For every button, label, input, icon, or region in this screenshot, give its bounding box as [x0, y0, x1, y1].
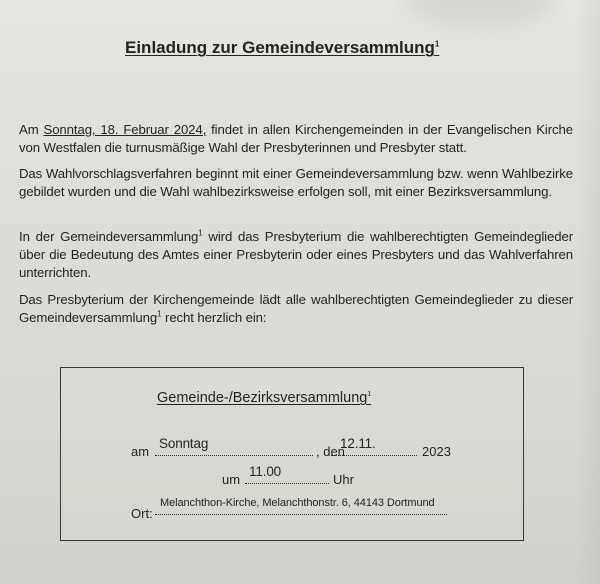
- meeting-location-value: Melanchthon-Kirche, Melanchthonstr. 6, 44143 Dortmund: [160, 497, 435, 509]
- document-title: [125, 38, 439, 58]
- meeting-date-value: 12.11.: [340, 436, 376, 451]
- meeting-box-title-text: Gemeinde-/Bezirksversammlung: [157, 390, 368, 406]
- right-page-shading: [576, 0, 600, 584]
- title-footnote-marker: 1: [434, 39, 440, 49]
- paragraph-4-intro: Das Presbyterium der Kirchengemeinde lädt alle wahlberechtigten Gemeindeglieder zu dieser Gemeindeversammlung: [19, 292, 573, 325]
- paragraph-1-text: findet in allen Kirchengemeinden in der Evangelischen Kirche von Westfalen die turnusmäßige Wahl der Presbyterinnen und Presbyter statt.: [19, 122, 573, 155]
- meeting-day-dotted-line: [155, 455, 313, 456]
- document-title-text: Einladung zur Gemeindeversammlung: [125, 38, 435, 57]
- date-label: , den: [316, 444, 345, 459]
- meeting-details-box: [60, 367, 524, 541]
- meeting-time-dotted-line: [245, 483, 329, 484]
- paragraph-4-footnote-marker: 1: [157, 309, 162, 319]
- meeting-year: 2023: [422, 444, 451, 459]
- location-label: Ort:: [131, 506, 153, 521]
- paragraph-1-intro: Am: [19, 122, 44, 137]
- election-date-paragraph: [19, 121, 573, 157]
- time-unit: Uhr: [333, 472, 354, 487]
- election-date: Sonntag, 18. Februar 2024,: [43, 122, 207, 137]
- invitation-paragraph: [19, 291, 573, 327]
- meeting-time-value: 11.00: [249, 464, 282, 479]
- paragraph-3-text: wird das Presbyterium die wahlberechtigten Gemeindeglieder über die Bedeutung des Amtes einer Presbyterin oder eines Presbyters und das Wahlverfahren unterrichten.: [19, 229, 573, 280]
- paragraph-4-text: recht herzlich ein:: [161, 310, 267, 325]
- day-label: am: [131, 444, 150, 459]
- paragraph-3-footnote-marker: 1: [198, 228, 203, 238]
- assembly-information-paragraph: [19, 228, 573, 282]
- nomination-process-paragraph: Das Wahlvorschlagsverfahren beginnt mit einer Gemeindeversammlung bzw. wenn Wahlbezirke gebildet wurden und die Wahl wahlbezirksweise erfolgen soll, mit einer Bezirksversammlung.: [19, 166, 573, 199]
- time-label: um: [222, 472, 241, 487]
- meeting-location-dotted-line: [155, 514, 447, 515]
- meeting-box-title: [157, 390, 371, 406]
- meeting-date-dotted-line: [331, 455, 417, 456]
- meeting-day-value: Sonntag: [159, 436, 209, 451]
- paragraph-3-intro: In der Gemeindeversammlung: [19, 229, 199, 244]
- top-shadow: [405, 0, 555, 28]
- meeting-box-title-footnote: 1: [367, 391, 372, 399]
